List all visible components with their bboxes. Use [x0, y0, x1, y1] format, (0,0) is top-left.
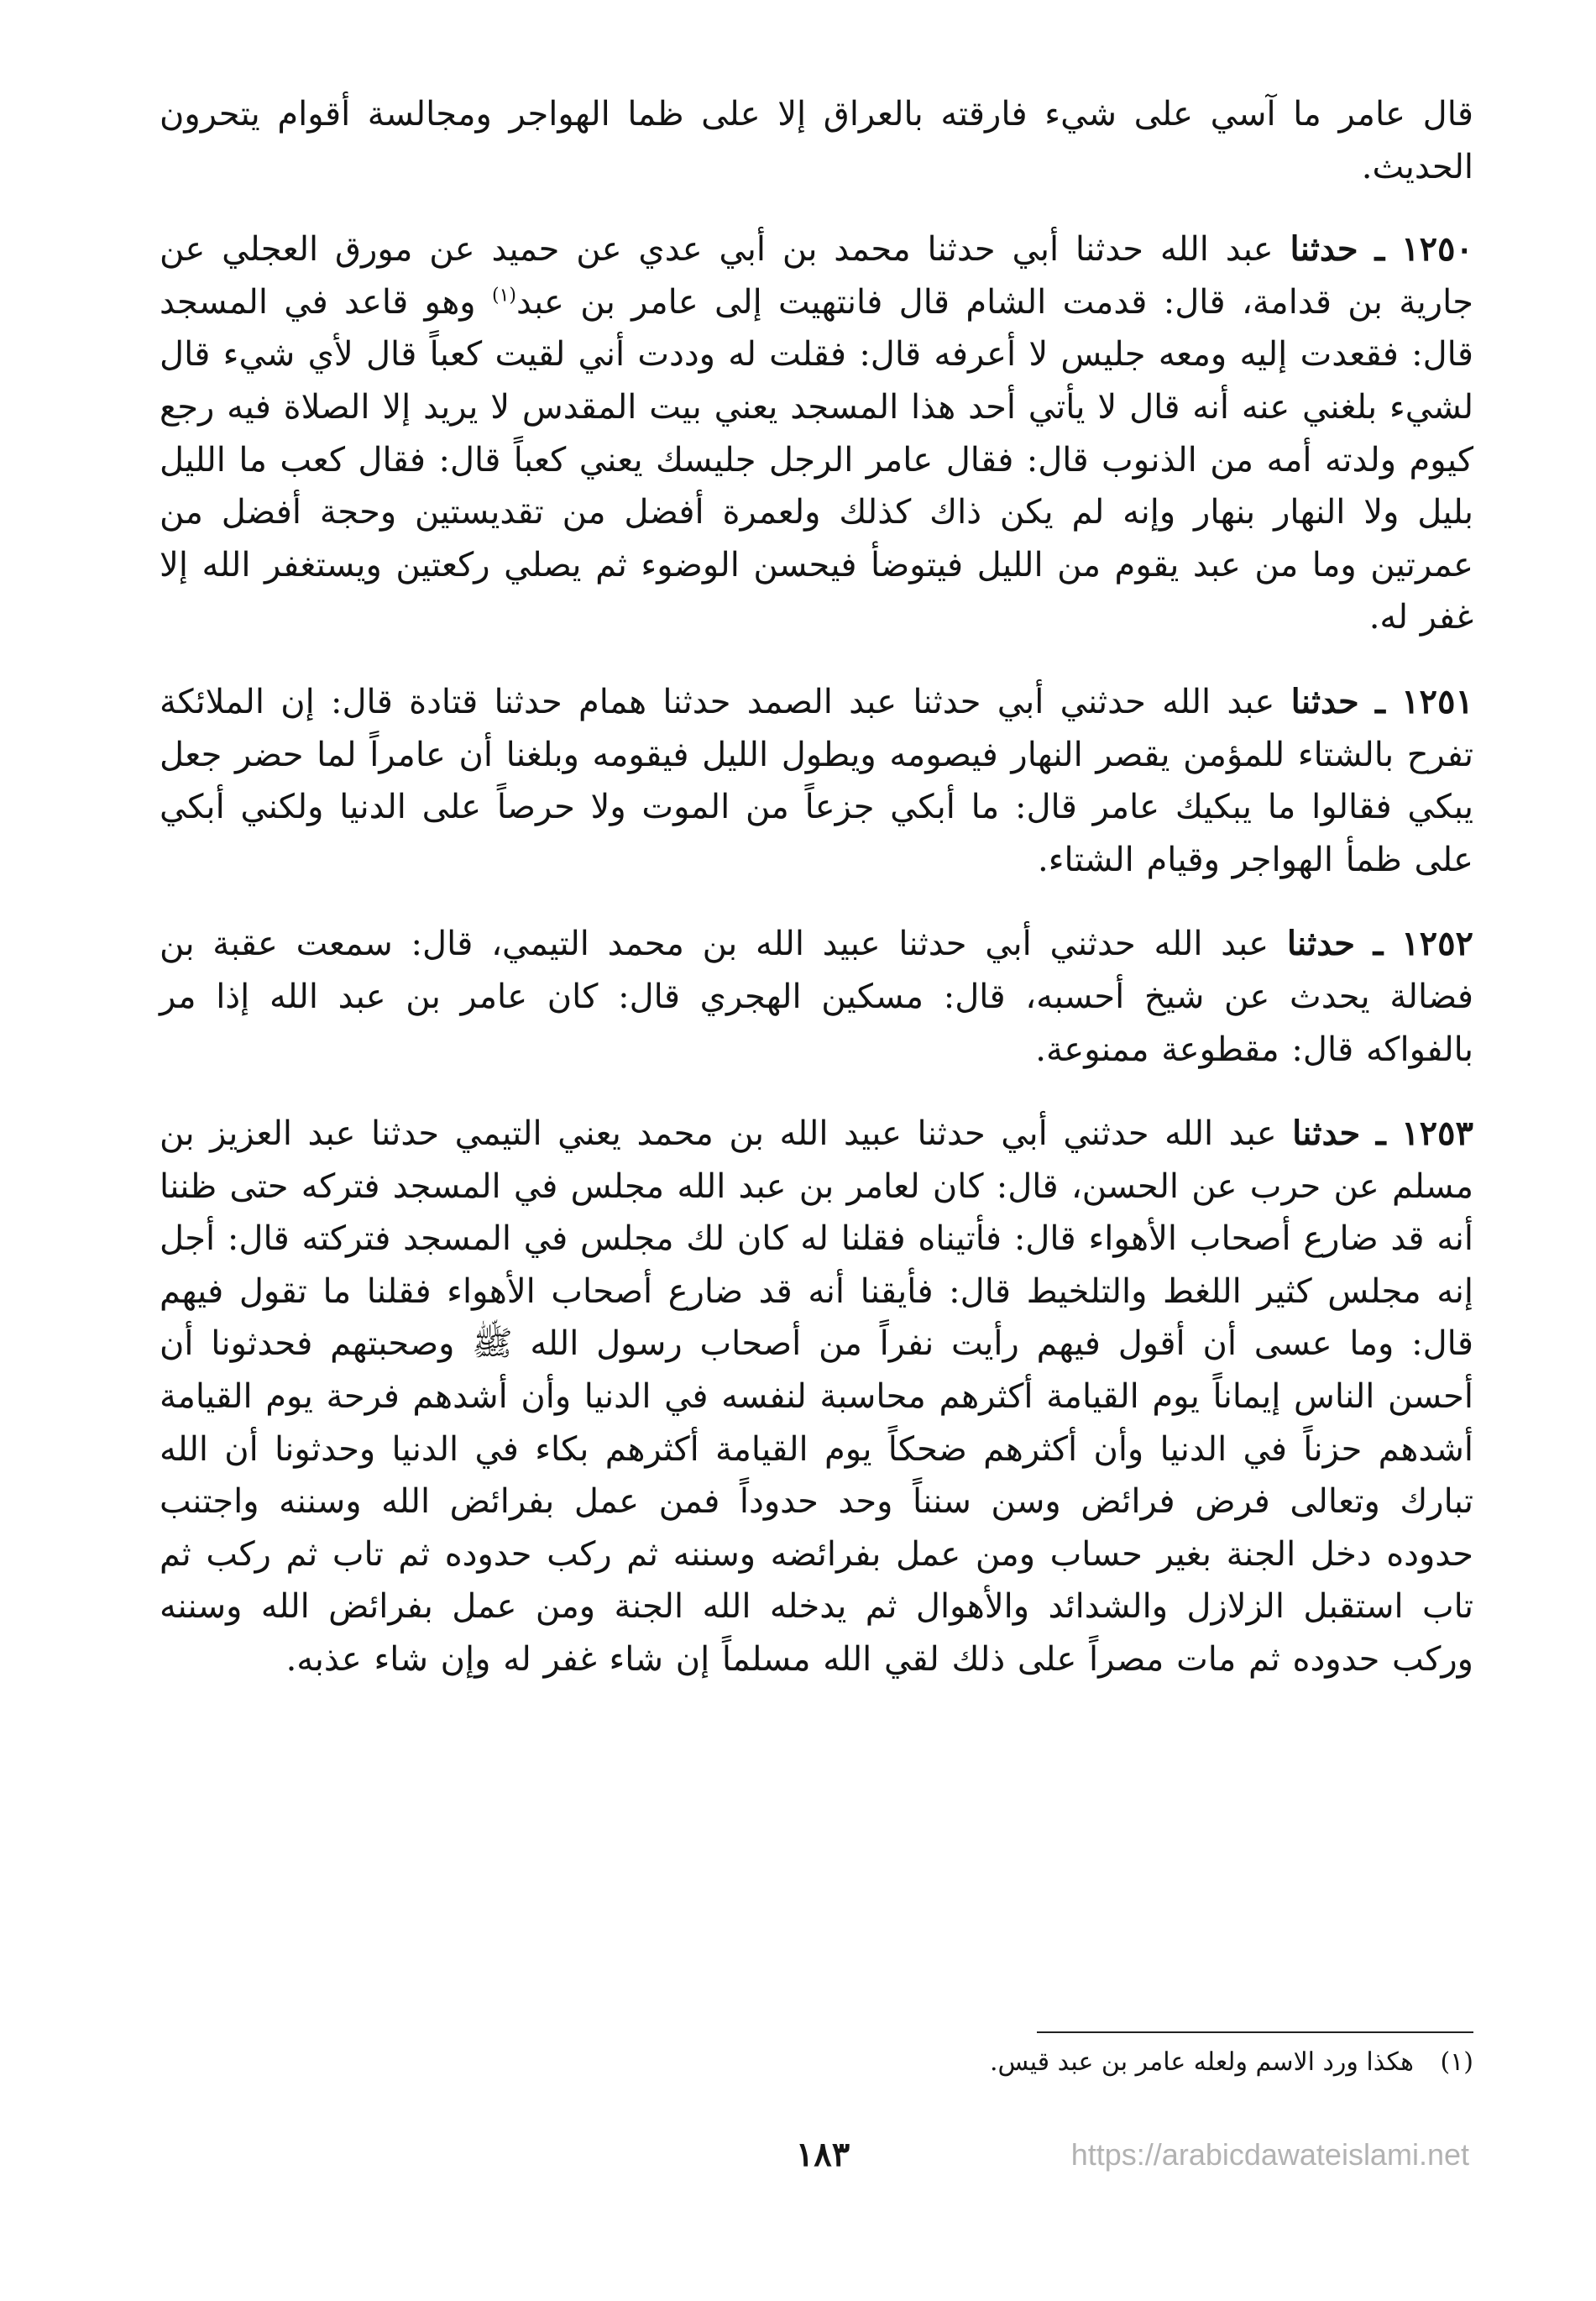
- hadith-1252: [160, 918, 1473, 1076]
- hadith-text: عبد الله حدثني أبي حدثنا عبيد الله بن محمد التيمي، قال: سمعت عقبة بن فضالة يحدث عن شيخ أحسبه، قال: مسكين الهجري قال: كان عامر بن عبد الله إذا مر بالفواكه قال: مقطوعة ممنوعة.: [160, 925, 1473, 1069]
- hadith-text: عبد الله حدثنا أبي حدثنا محمد بن أبي عدي عن حميد عن مورق العجلي عن جارية بن قدامة، قال: قدمت الشام قال فانتهيت إلى عامر بن عبد: [160, 230, 1474, 322]
- hadith-keyword: حدثنا: [1290, 229, 1358, 270]
- hadith-number: ١٢٥٠: [1401, 229, 1474, 270]
- hadith-number: ١٢٥٢: [1401, 924, 1474, 964]
- hadith-text-continued: وهو قاعد في المسجد قال: فقعدت إليه ومعه جليس لا أعرفه قال: فقلت له وددت أني لقيت كعباً قال لأي شيء قال لشيء بلغني عنه أنه قال لا يأتي أحد هذا المسجد يعني بيت المقدس لا يريد إلا الصلاة فيه رجع كيوم ولدته أمه من الذنوب قال: فقال عامر الرجل جليسك يعني كعباً قال: فقال كعب ما الليل بليل ولا النهار بنهار وإنه لم يكن ذاك كذلك ولعمرة أفضل من تقديستين وحجة أفضل من عمرتين وما من عبد يقوم من الليل فيتوضأ فيحسن الوضوء ثم يصلي ركعتين ويستغفر الله إلا غفر له.: [160, 282, 1474, 637]
- intro-paragraph: [160, 88, 1473, 193]
- footnote-mark: (١): [1440, 2047, 1473, 2077]
- dash: ـ: [1373, 924, 1384, 964]
- hadith-number: ١٢٥٣: [1401, 1114, 1474, 1154]
- hadith-number: ١٢٥١: [1401, 681, 1473, 721]
- hadith-keyword: حدثنا: [1286, 924, 1355, 964]
- hadith-text: عبد الله حدثني أبي حدثنا عبيد الله بن محمد يعني التيمي حدثنا عبد العزيز بن مسلم عن حرب عن الحسن، قال: كان لعامر بن عبد الله مجلس في المسجد فتركه حتى ظننا أنه قد ضارع أصحاب الأهواء قال: فأتيناه فقلنا له كان لك مجلس في المسجد فتركته قال: أجل إنه مجلس كثير اللغط والتلخيط قال: فأيقنا أنه قد ضارع أصحاب الأهواء فقلنا ما تقول فيهم قال: وما عسى أن أقول فيهم رأيت نفراً من أصحاب رسول الله ﷺ وصحبتهم فحدثونا أن أحسن الناس إيماناً يوم القيامة أكثرهم محاسبة لنفسه في الدنيا وأن أشدهم فرحة يوم القيامة أشدهم حزناً في الدنيا وأن أكثرهم ضحكاً يوم القيامة أكثرهم بكاء في الدنيا وحدثونا أن الله تبارك وتعالى فرض فرائض وسن سنناً وحد حدوداً فمن عمل بفرائض الله وسننه واجتنب حدوده دخل الجنة بغير حساب ومن عمل بفرائضه وسننه ثم ركب حدوده ثم تاب ثم ركب ثم تاب استقبل الزلازل والشدائد والأهوال ثم يدخله الله الجنة ومن عمل بفرائض الله وسننه وركب حدوده ثم مات مصراً على ذلك لقي الله مسلماً إن شاء غفر له وإن شاء عذبه.: [160, 1114, 1474, 1680]
- watermark-url: https://arabicdawateislami.net: [1070, 2137, 1469, 2172]
- hadith-1253: [160, 1108, 1473, 1686]
- footnote-separator: [1037, 2031, 1473, 2033]
- dash: ـ: [1375, 1114, 1386, 1154]
- hadith-1250: [160, 223, 1473, 644]
- main-text: [160, 88, 1473, 1718]
- hadith-keyword: حدثنا: [1290, 681, 1359, 721]
- dash: ـ: [1374, 229, 1385, 270]
- hadith-1251: [160, 676, 1473, 886]
- hadith-text: عبد الله حدثني أبي حدثنا عبد الصمد حدثنا همام حدثنا قتادة قال: إن الملائكة تفرح بالشتاء للمؤمن يقصر النهار فيصومه ويطول الليل فيقومه وبلغنا أن عامراً لما حضر جعل يبكي فقالوا ما يبكيك عامر قال: ما أبكي جزعاً من الموت ولا حرصاً على الدنيا ولكني أبكي على ظمأ الهواجر وقيام الشتاء.: [160, 682, 1473, 879]
- hadith-keyword: حدثنا: [1292, 1114, 1361, 1154]
- footnote: [588, 2044, 1473, 2081]
- dash: ـ: [1375, 681, 1385, 721]
- footnote-reference: (١): [491, 285, 516, 307]
- intro-text: قال عامر ما آسي على شيء فارقته بالعراق إلا على ظما الهواجر ومجالسة أقوام يتحرون الحديث.: [160, 95, 1473, 186]
- footnote-text: هكذا ورد الاسم ولعله عامر بن عبد قيس.: [989, 2047, 1414, 2077]
- page-number: ١٨٣: [795, 2135, 850, 2174]
